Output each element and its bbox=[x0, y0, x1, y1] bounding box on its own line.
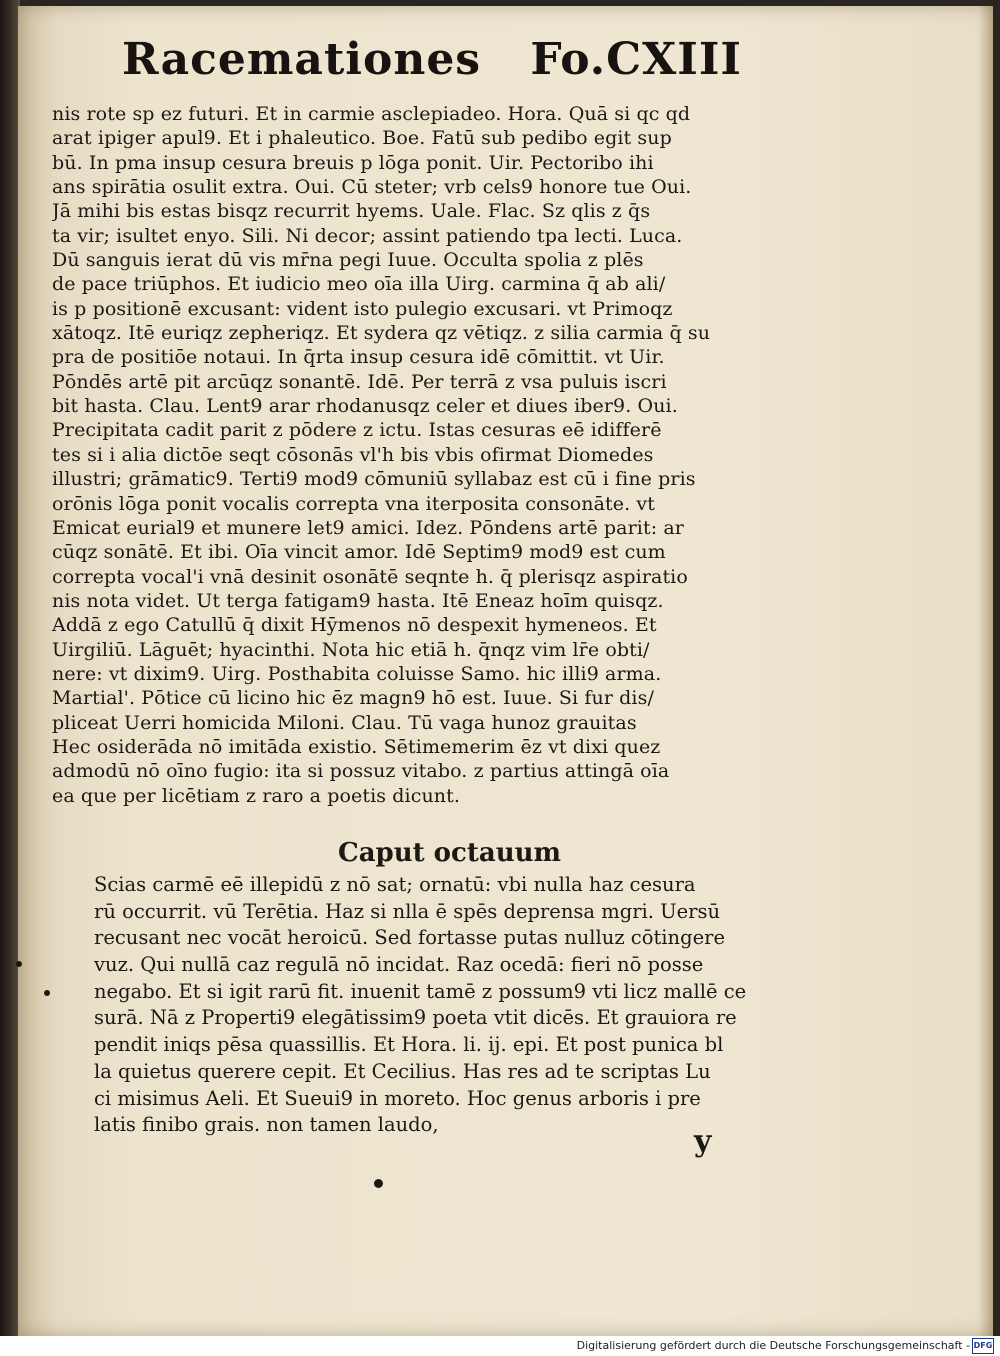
text-line: Jā mihi bis estas bisqz recurrit hyems. Uale. Flac. Sz qlis z q̄s bbox=[52, 200, 651, 223]
text-line: is p positionē excusant: vident isto pulegio excusari. vt Primoqz bbox=[52, 297, 673, 320]
text-line: ea que per licētiam z raro a poetis dicunt. bbox=[52, 784, 461, 807]
signature-mark: y bbox=[694, 1124, 712, 1159]
text-line: Scias carmē eē illepidū z nō sat; ornatū: vbi nulla haz cesura bbox=[94, 873, 696, 896]
text-line: pliceat Uerri homicida Miloni. Clau. Tū vaga hunoz grauitas bbox=[52, 711, 637, 734]
chapter-text-block bbox=[94, 872, 774, 1139]
text-line: Addā z ego Catullū q̄ dixit Hȳmenos nō despexit hymeneos. Et bbox=[52, 614, 657, 637]
text-line: cūqz sonātē. Et ibi. Oīa vincit amor. Idē Septim9 mod9 est cum bbox=[52, 541, 666, 564]
chapter-heading: Caput octauum bbox=[338, 838, 562, 868]
text-line: pendit iniqs pēsa quassillis. Et Hora. li. ij. epi. Et post punica bl bbox=[94, 1033, 724, 1057]
text-line: ans spirātia osulit extra. Oui. Cū steter; vrb cels9 honore tue Oui. bbox=[52, 176, 692, 199]
text-line: bit hasta. Clau. Lent9 arar rhodanusqz celer et diues iber9. Oui. bbox=[52, 395, 678, 418]
text-line: correpta vocal'i vnā desinit osonātē seqnte h. q̄ plerisqz aspiratio bbox=[52, 565, 688, 588]
text-line: Pōndēs artē pit arcūqz sonantē. Idē. Per terrā z vsa puluis iscri bbox=[52, 370, 667, 393]
book-page bbox=[18, 6, 993, 1336]
text-line: Uirgiliū. Lāguēt; hyacinthi. Nota hic etiā h. q̄nqz vim lr̄e obti/ bbox=[52, 638, 650, 661]
text-line: Dū sanguis ierat dū vis mr̄na pegi Iuue. Occulta spolia z plēs bbox=[52, 249, 644, 272]
text-line: la quietus querere cepit. Et Cecilius. Has res ad te scriptas Lu bbox=[94, 1059, 711, 1083]
funding-credit: Digitalisierung gefördert durch die Deutsche Forschungsgemeinschaft - bbox=[576, 1339, 970, 1352]
main-text-block bbox=[52, 102, 772, 808]
text-line: latis finibo grais. non tamen laudo, bbox=[94, 1113, 439, 1137]
text-line: Martial'. Pōtice cū licino hic ēz magn9 hō est. Iuue. Si fur dis/ bbox=[52, 687, 654, 710]
text-line: ci misimus Aeli. Et Sueui9 in moreto. Hoc genus arboris i pre bbox=[94, 1086, 701, 1110]
text-line: pra de positiōe notaui. In q̄rta insup cesura idē cōmittit. vt Uir. bbox=[52, 346, 665, 369]
text-line: admodū nō oīno fugio: ita si possuz vitabo. z partius attingā oīa bbox=[52, 760, 670, 783]
text-line: Emicat eurial9 et munere let9 amici. Idez. Pōndens artē parit: ar bbox=[52, 516, 684, 539]
running-title: Racemationes bbox=[122, 34, 482, 85]
text-line: nis rote sp ez futuri. Et in carmie asclepiadeo. Hora. Quā si qc qd bbox=[52, 103, 691, 125]
text-line: surā. Nā z Properti9 elegātissim9 poeta vtit dicēs. Et grauiora re bbox=[94, 1006, 737, 1030]
text-line: nere: vt dixim9. Uirg. Posthabita coluisse Samo. hic illi9 arma. bbox=[52, 662, 662, 685]
text-line: arat ipiger apul9. Et i phaleutico. Boe. Fatū sub pedibo egit sup bbox=[52, 127, 672, 150]
text-line: de pace triūphos. Et iudicio meo oīa illa Uirg. carmina q̄ ab ali/ bbox=[52, 273, 666, 296]
text-line: nis nota videt. Ut terga fatigam9 hasta. Itē Eneaz hoīm quisqz. bbox=[52, 589, 664, 612]
text-line: xātoqz. Itē euriqz zepheriqz. Et sydera qz vētiqz. z silia carmia q̄ su bbox=[52, 322, 711, 345]
ink-dot bbox=[44, 990, 50, 996]
text-line: negabo. Et si igit rarū fit. inuenit tamē z possum9 vti licz mallē ce bbox=[94, 979, 747, 1003]
text-line: Hec osiderāda nō imitāda existio. Sētimemerim ēz vt dixi quez bbox=[52, 735, 661, 758]
running-head bbox=[122, 34, 742, 98]
text-line: vuz. Qui nullā caz regulā nō incidat. Raz ocedā: fieri nō posse bbox=[94, 953, 704, 977]
text-line: orōnis lōga ponit vocalis correpta vna iterposita consonāte. vt bbox=[52, 492, 655, 515]
text-line: Precipitata cadit parit z pōdere z ictu. Istas cesuras eē idifferē bbox=[52, 419, 662, 442]
text-line: tes si i alia dictōe seqt cōsonās vl'h bis vbis ofirmat Diomedes bbox=[52, 443, 654, 466]
binding-edge bbox=[0, 0, 20, 1336]
text-line: ta vir; isultet enyo. Sili. Ni decor; assint patiendo tpa lecti. Luca. bbox=[52, 224, 683, 247]
text-line: bū. In pma insup cesura breuis p lōga ponit. Uir. Pectoribo ihi bbox=[52, 151, 654, 174]
ink-dot bbox=[16, 961, 22, 967]
text-line: recusant nec vocāt heroicū. Sed fortasse putas nulluz cōtingere bbox=[94, 926, 725, 950]
text-line: rū occurrit. vū Terētia. Haz si nlla ē spēs deprensa mgri. Uersū bbox=[94, 899, 721, 923]
folio-number: Fo.CXIII bbox=[530, 34, 742, 85]
ink-dot bbox=[374, 1179, 383, 1188]
dfg-logo: DFG bbox=[972, 1338, 994, 1354]
text-line: illustri; grāmatic9. Terti9 mod9 cōmuniū syllabaz est cū i fine pris bbox=[52, 468, 696, 491]
